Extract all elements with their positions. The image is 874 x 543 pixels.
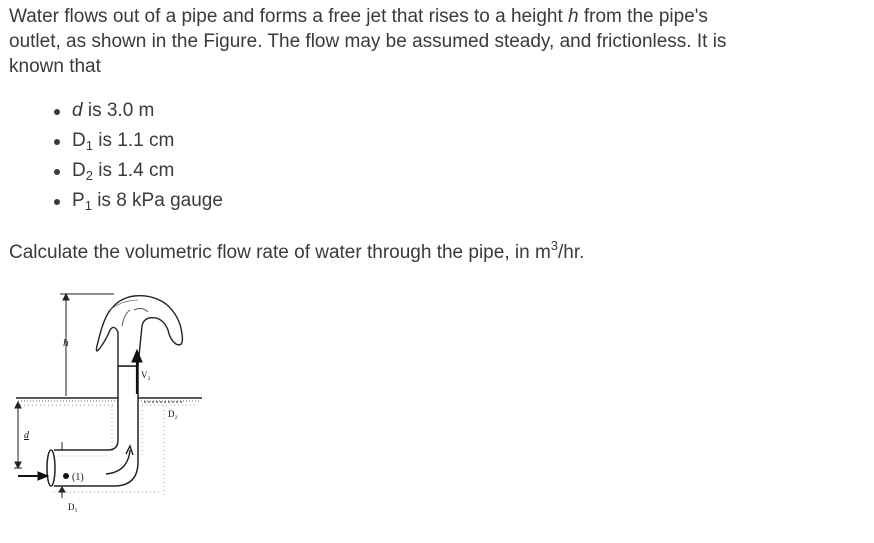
dimension-d	[14, 402, 22, 468]
given-symbol: D	[72, 130, 86, 151]
given-subscript: 1	[85, 138, 93, 153]
given-value: is 3.0 m	[82, 100, 155, 121]
question-text	[9, 240, 584, 265]
label-v2: V₂	[141, 370, 151, 380]
given-value: is 1.1 cm	[92, 130, 175, 151]
given-value: is 8 kPa gauge	[91, 190, 223, 211]
question-tail: /hr.	[558, 242, 585, 263]
question-main: Calculate the volumetric flow rate of water through the pipe, in m	[9, 242, 551, 263]
given-subscript: 1	[84, 198, 92, 213]
label-d1: D₁	[68, 502, 78, 512]
problem-intro	[9, 4, 729, 79]
label-h: h	[63, 337, 69, 349]
given-value: is 1.4 cm	[92, 160, 175, 181]
pipe-jet-figure	[14, 286, 214, 518]
given-subscript: 2	[85, 168, 93, 183]
ground-surface	[16, 398, 202, 405]
label-d: d	[24, 430, 29, 441]
inlet-arrow	[18, 472, 48, 480]
point-1-marker	[63, 473, 69, 479]
intro-text-1: Water flows out of a pipe and forms a free jet that rises to a height	[9, 6, 569, 27]
given-item-P1	[52, 186, 223, 216]
given-item-D1	[52, 126, 223, 156]
soil-hatching	[54, 406, 164, 496]
given-symbol: d	[72, 100, 83, 121]
given-symbol: P	[72, 190, 85, 211]
given-item-D2	[52, 156, 223, 186]
given-symbol: D	[72, 160, 86, 181]
label-point-1: (1)	[72, 472, 84, 483]
pipe-diagram	[14, 286, 214, 518]
intro-text-2: from the pipe's outlet, as shown in the Figure. The flow may be assumed steady, and frictionless. It is known that	[9, 6, 727, 77]
question-exponent: 3	[550, 238, 559, 253]
given-item-d	[52, 96, 223, 126]
given-values-list	[52, 96, 223, 216]
pipe-outline	[47, 366, 138, 486]
variable-h: h	[568, 6, 579, 27]
label-d2: D₂	[168, 409, 178, 419]
